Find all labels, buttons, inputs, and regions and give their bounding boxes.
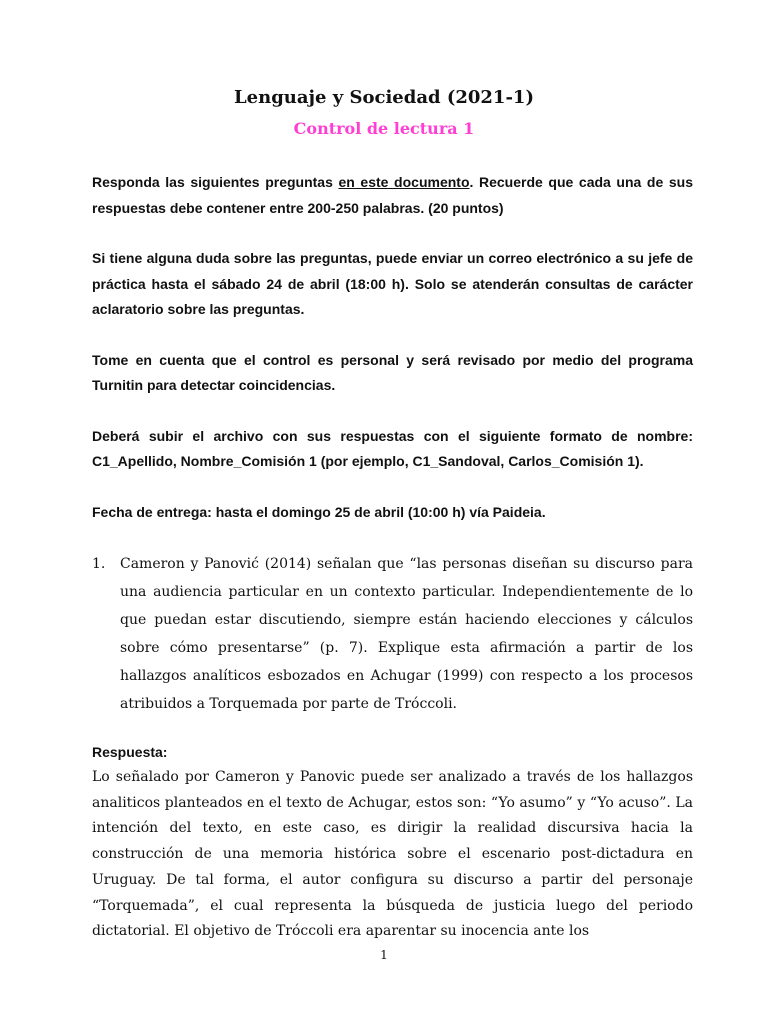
instruction-paragraph-3: Tome en cuenta que el control es personal y será revisado por medio del programa Turnitin para detectar coincidencias. (92, 351, 693, 393)
instruction-1-start: Responda las siguientes preguntas (92, 174, 339, 190)
deadline-paragraph: Fecha de entrega: hasta el domingo 25 de abril (10:00 h) vía Paideia. (92, 503, 546, 520)
document-subtitle: Control de lectura 1 (293, 119, 475, 138)
instruction-paragraph-4: Deberá subir el archivo con sus respuestas con el siguiente formato de nombre: C1_Apellido, Nombre_Comisión 1 (por ejemplo, C1_Sandoval, Carlos_Comisión 1). (92, 427, 693, 469)
instruction-paragraph-2: Si tiene alguna duda sobre las preguntas, puede enviar un correo electrónico a su jefe de práctica hasta el sábado 24 de abril (18:00 h). Solo se atenderán consultas de carácter aclaratorio sobre las preguntas. (92, 250, 693, 317)
question-number: 1. (92, 556, 106, 572)
instruction-paragraph-1 (92, 170, 693, 221)
document-body (92, 170, 693, 945)
question-text: Cameron y Panović (2014) señalan que “las personas diseñan su discurso para una audiencia particular en un contexto particular. Independientemente de lo que puedan estar discutiendo, siempre están haciendo elecciones y cálculos sobre cómo presentarse” (p. 7). Explique esta afirmación a partir de los hallazgos analíticos esbozados en Achugar (1999) con respecto a los procesos atribuidos a Torquemada por parte de Tróccoli. (120, 556, 693, 712)
instruction-1-end: . Recuerde que cada una de sus respuestas debe contener entre 200-250 palabras. (20 puntos) (92, 174, 693, 216)
response-label: Respuesta: (92, 744, 168, 760)
page-number: 1 (380, 948, 388, 962)
response-text: Lo señalado por Cameron y Panovic puede ser analizado a través de los hallazgos analiticos planteados en el texto de Achugar, estos son: “Yo asumo” y “Yo acuso”. La intención del texto, en este caso, es dirigir la realidad discursiva hacia la construcción de una memoria histórica sobre el escenario post-dictadura en Uruguay. De tal forma, el autor configura su discurso a partir del personaje “Torquemada”, el cual representa la búsqueda de justicia luego del periodo dictatorial. El objetivo de Tróccoli era aparentar su inocencia ante los (92, 769, 693, 940)
instruction-1-underlined: en este documento (338, 174, 470, 190)
question-list (92, 550, 693, 718)
question-item (92, 550, 693, 718)
document-title: Lenguaje y Sociedad (2021-1) (234, 87, 534, 108)
